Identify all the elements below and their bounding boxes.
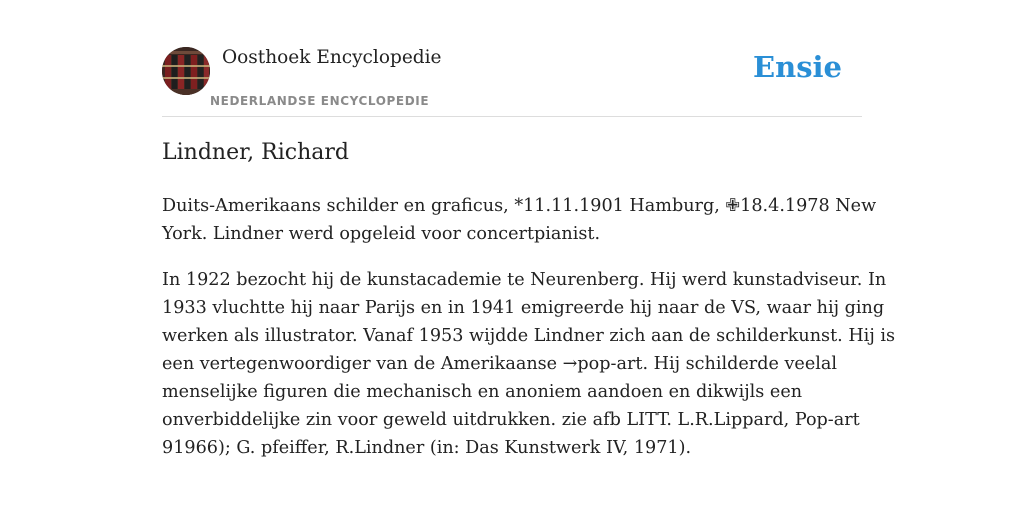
paragraph-line: werken als illustrator. Vanaf 1953 wijdde Lindner zich aan de schilderkunst. Hij is bbox=[162, 326, 896, 346]
article-body bbox=[162, 192, 896, 480]
source-avatar[interactable] bbox=[162, 47, 210, 95]
paragraph bbox=[162, 192, 877, 248]
brand-logo[interactable]: Ensie bbox=[753, 50, 842, 84]
paragraph-line: 91966); G. pfeiffer, R.Lindner (in: Das Kunstwerk IV, 1971). bbox=[162, 438, 692, 458]
paragraph-line: onverbiddelijke zin voor geweld uitdrukken. zie afb LITT. L.R.Lippard, Pop-art bbox=[162, 410, 860, 430]
paragraph-line: een vertegenwoordiger van de Amerikaanse →pop-art. Hij schilderde veelal bbox=[162, 354, 837, 374]
paragraph-line: Duits-Amerikaans schilder en graficus, *11.11.1901 Hamburg, ✙18.4.1978 New bbox=[162, 196, 877, 216]
source-name[interactable]: Oosthoek Encyclopedie bbox=[222, 47, 442, 68]
paragraph-line: York. Lindner werd opgeleid voor concertpianist. bbox=[162, 224, 601, 244]
book-spines-icon bbox=[162, 47, 210, 95]
source-subtitle: NEDERLANDSE ENCYCLOPEDIE bbox=[210, 94, 430, 108]
article-title: Lindner, Richard bbox=[162, 140, 349, 165]
paragraph-line: menselijke figuren die mechanisch en anoniem aandoen en dikwijls een bbox=[162, 382, 803, 402]
paragraph-line: In 1922 bezocht hij de kunstacademie te Neurenberg. Hij werd kunstadviseur. In bbox=[162, 270, 887, 290]
paragraph-line: 1933 vluchtte hij naar Parijs en in 1941 emigreerde hij naar de VS, waar hij ging bbox=[162, 298, 885, 318]
paragraph bbox=[162, 266, 896, 462]
header bbox=[162, 44, 862, 117]
